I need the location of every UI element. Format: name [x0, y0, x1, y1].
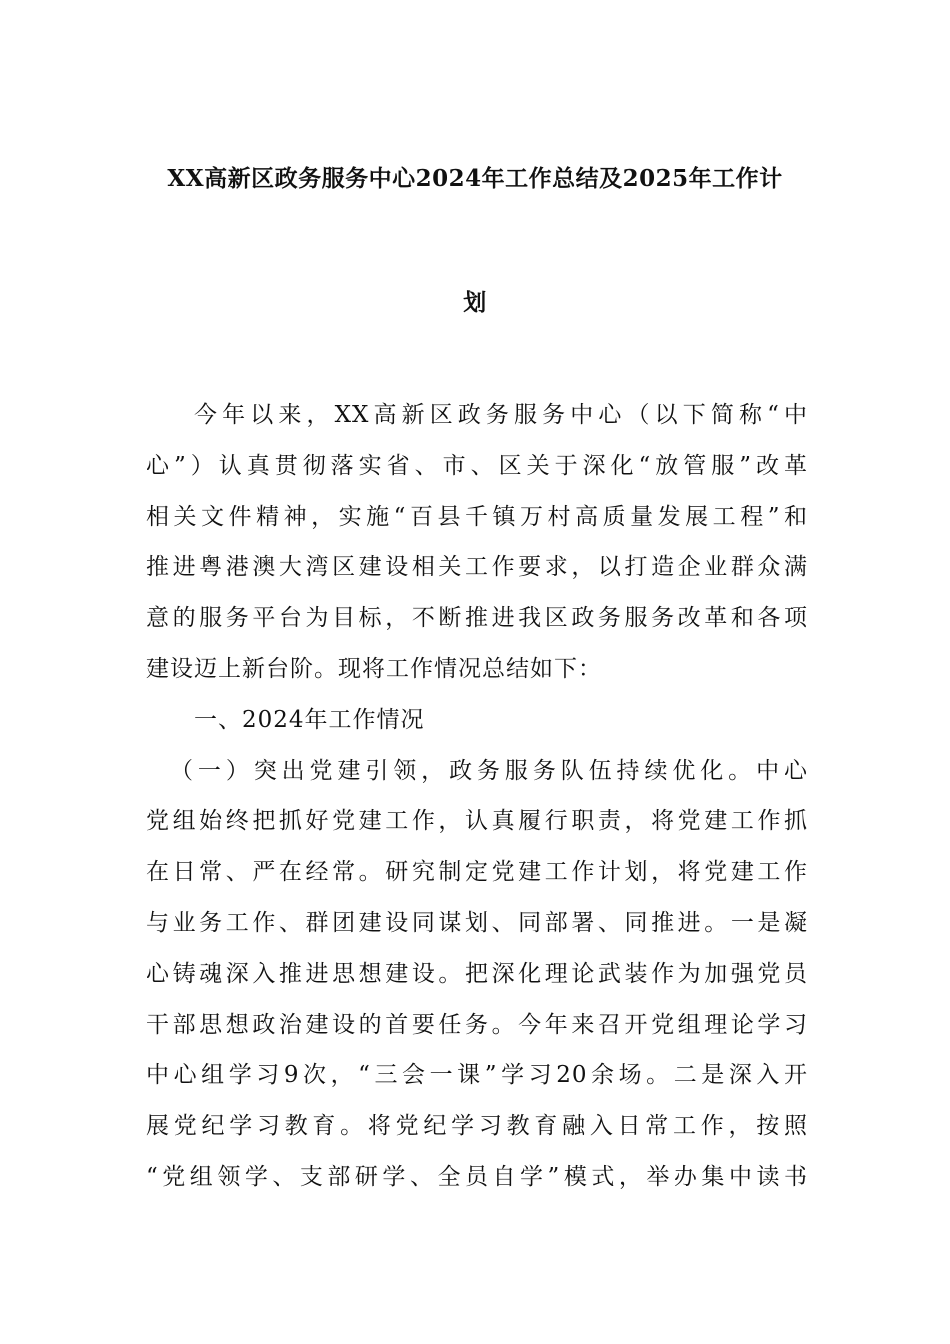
paragraph-line: 心铸魂深入推进思想建设。把深化理论武装作为加强党员 [146, 960, 808, 987]
document-body [146, 390, 808, 1203]
paragraph-line: 中心组学习9次，“三会一课”学习20余场。二是深入开 [146, 1062, 808, 1089]
paragraph-line: （一）突出党建引领，政务服务队伍持续优化。中心 [170, 757, 808, 784]
paragraph-intro-line: 意的服务平台为目标，不断推进我区政务服务改革和各项 [146, 605, 808, 632]
paragraph-intro-line: 心”）认真贯彻落实省、市、区关于深化“放管服”改革 [146, 452, 808, 479]
section-heading: 一、2024年工作情况 [194, 706, 425, 733]
paragraph-line: 党组始终把抓好党建工作，认真履行职责，将党建工作抓 [146, 808, 808, 835]
paragraph-intro-line: 推进粤港澳大湾区建设相关工作要求，以打造企业群众满 [146, 554, 808, 581]
paragraph-line: “党组领学、支部研学、全员自学”模式，举办集中读书 [146, 1163, 808, 1190]
document-title-line-1: XX高新区政务服务中心2024年工作总结及2025年工作计 [167, 165, 783, 192]
paragraph-intro-line: 相关文件精神，实施“百县千镇万村高质量发展工程”和 [146, 503, 808, 530]
paragraph-line: 干部思想政治建设的首要任务。今年来召开党组理论学习 [146, 1011, 808, 1038]
paragraph-line: 在日常、严在经常。研究制定党建工作计划，将党建工作 [146, 859, 808, 886]
paragraph-intro-line: 建设迈上新台阶。现将工作情况总结如下： [146, 655, 602, 682]
paragraph-line: 展党纪学习教育。将党纪学习教育融入日常工作，按照 [146, 1113, 808, 1140]
document-title-line-2: 划 [463, 289, 487, 316]
paragraph-line: 与业务工作、群团建设同谋划、同部署、同推进。一是凝 [146, 909, 808, 936]
paragraph-intro-line: 今年以来，XX高新区政务服务中心（以下简称“中 [194, 402, 808, 428]
